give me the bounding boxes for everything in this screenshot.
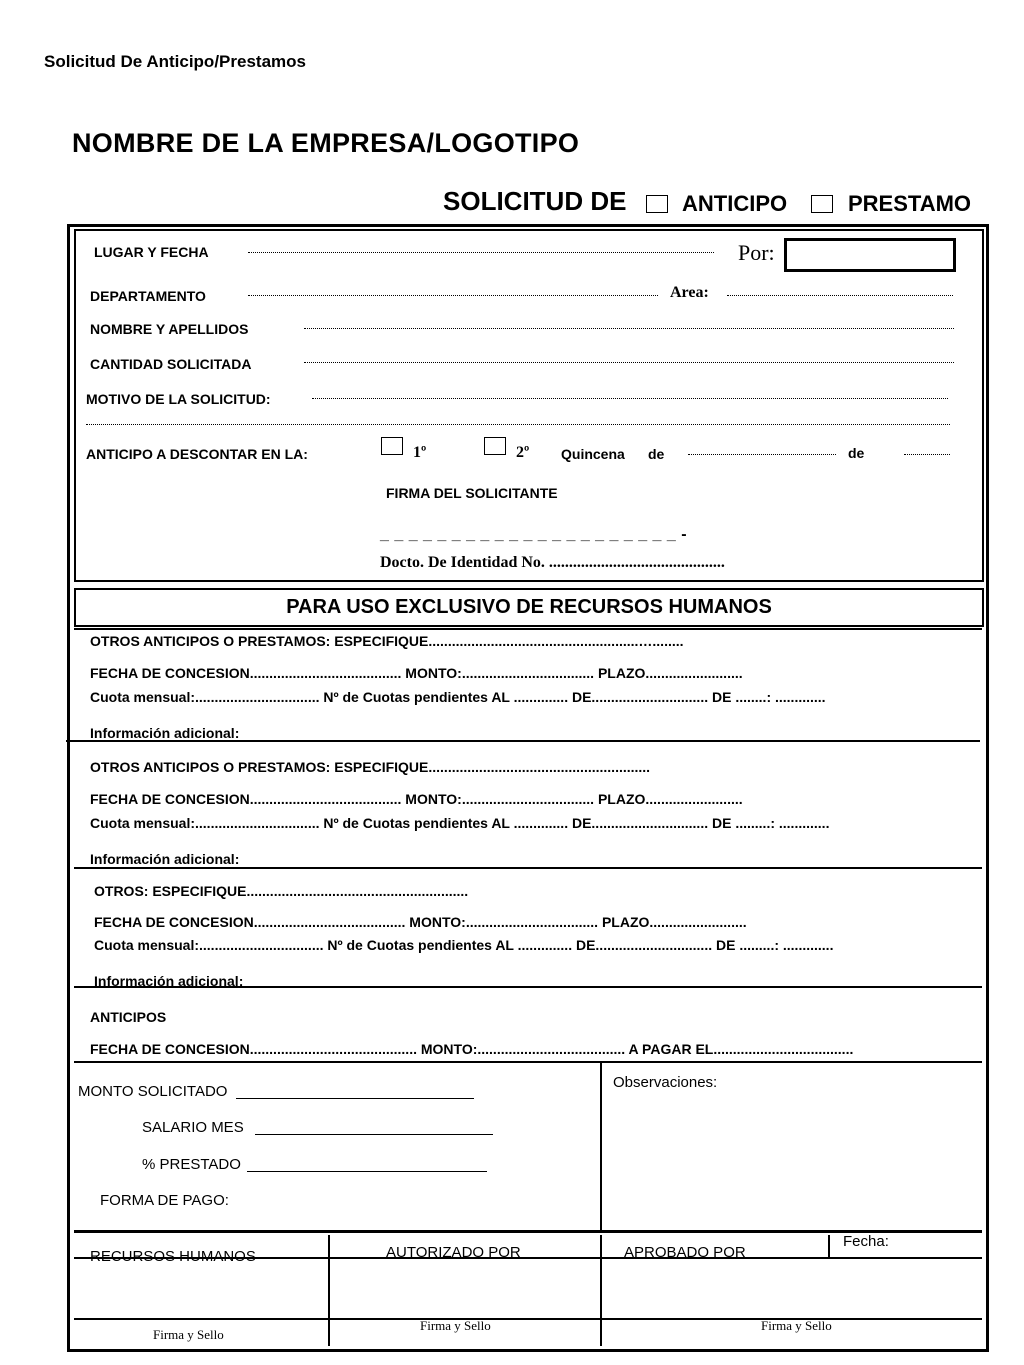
lugar-fecha-label: LUGAR Y FECHA <box>94 244 209 260</box>
anticipos-fecha: FECHA DE CONCESION........................................... MONTO:...................................... A PAGAR EL.................................... <box>90 1041 854 1057</box>
segunda-quincena-label: 2º <box>516 444 530 461</box>
aprobado-por-label: APROBADO POR <box>624 1244 746 1261</box>
firma-sello-label: Firma y Sello <box>761 1318 832 1333</box>
firma-solicitante-line[interactable]: _ _ _ _ _ _ _ _ _ _ _ _ _ _ _ _ _ _ _ _ _ - <box>380 526 688 543</box>
aprobado-signature-field[interactable] <box>604 1262 978 1316</box>
anio-field[interactable] <box>904 454 950 455</box>
cantidad-field[interactable] <box>304 362 954 363</box>
salario-mes-label: SALARIO MES <box>142 1119 244 1136</box>
porcentaje-prestado-label: % PRESTADO <box>142 1156 241 1173</box>
block1-title: OTROS ANTICIPOS O PRESTAMOS: ESPECIFIQUE......................................................…........ <box>90 633 684 649</box>
autorizado-por-label: AUTORIZADO POR <box>386 1244 521 1261</box>
firma-sello-label: Firma y Sello <box>420 1318 491 1333</box>
primera-quincena-label: 1º <box>413 444 427 461</box>
block2-cuota: Cuota mensual:................................ Nº de Cuotas pendientes AL .............. DE.............................. DE .........: ............. <box>90 815 830 831</box>
divider <box>74 628 982 630</box>
divider <box>828 1235 830 1257</box>
cantidad-label: CANTIDAD SOLICITADA <box>90 356 252 372</box>
prestamo-checkbox[interactable] <box>811 195 833 213</box>
monto-solicitado-label: MONTO SOLICITADO <box>78 1083 228 1100</box>
firma-sello-label: Firma y Sello <box>153 1327 224 1342</box>
area-field[interactable] <box>727 295 953 296</box>
hr-header: PARA USO EXCLUSIVO DE RECURSOS HUMANOS <box>286 596 772 618</box>
por-label: Por: <box>738 240 775 265</box>
de-label-2: de <box>848 445 865 461</box>
primera-quincena-checkbox[interactable] <box>381 437 403 455</box>
monto-solicitado-field[interactable] <box>236 1098 474 1099</box>
divider <box>74 986 982 988</box>
motivo-label: MOTIVO DE LA SOLICITUD: <box>86 391 271 407</box>
block2-info: Información adicional: <box>90 851 240 867</box>
company-name: NOMBRE DE LA EMPRESA/LOGOTIPO <box>72 128 580 158</box>
block2-title: OTROS ANTICIPOS O PRESTAMOS: ESPECIFIQUE......................................................... <box>90 759 651 775</box>
porcentaje-prestado-field[interactable] <box>247 1171 487 1172</box>
observaciones-field[interactable] <box>602 1092 978 1228</box>
block3-cuota: Cuota mensual:................................ Nº de Cuotas pendientes AL .............. DE.............................. DE .........: ............. <box>94 937 834 953</box>
prestamo-option-label: PRESTAMO <box>848 191 972 216</box>
departamento-label: DEPARTAMENTO <box>90 288 206 304</box>
divider <box>74 1061 982 1063</box>
anticipos-title: ANTICIPOS <box>90 1009 167 1025</box>
divider <box>600 1235 602 1346</box>
nombre-label: NOMBRE Y APELLIDOS <box>90 321 249 337</box>
divider <box>74 867 982 869</box>
departamento-field[interactable] <box>248 295 658 296</box>
fecha-label: Fecha: <box>843 1233 889 1250</box>
divider <box>66 740 980 742</box>
docto-identidad-field[interactable]: Docto. De Identidad No. ............................................ <box>380 554 725 571</box>
block2-fecha: FECHA DE CONCESION....................................... MONTO:.................................. PLAZO......................... <box>90 791 743 807</box>
block3-info: Información adicional: <box>94 973 244 989</box>
segunda-quincena-checkbox[interactable] <box>484 437 506 455</box>
document-title: Solicitud De Anticipo/Prestamos <box>44 52 306 71</box>
recursos-humanos-label: RECURSOS HUMANOS <box>90 1248 256 1265</box>
motivo-field-line2[interactable] <box>86 424 950 425</box>
divider <box>74 1318 982 1320</box>
anticipo-checkbox[interactable] <box>646 195 668 213</box>
lugar-fecha-field[interactable] <box>248 252 714 253</box>
nombre-field[interactable] <box>304 328 954 329</box>
request-type-label: SOLICITUD DE <box>443 186 627 216</box>
descontar-label: ANTICIPO A DESCONTAR EN LA: <box>86 446 308 462</box>
divider <box>328 1235 330 1346</box>
autorizado-signature-field[interactable] <box>332 1262 596 1316</box>
anticipo-option-label: ANTICIPO <box>682 191 788 216</box>
recursos-humanos-signature-field[interactable] <box>78 1262 324 1316</box>
block1-info: Información adicional: <box>90 725 240 741</box>
block1-fecha: FECHA DE CONCESION....................................... MONTO:.................................. PLAZO......................... <box>90 665 743 681</box>
area-label: Area: <box>670 284 709 301</box>
de-label-1: de <box>648 446 665 462</box>
motivo-field[interactable] <box>312 398 948 399</box>
observaciones-label: Observaciones: <box>613 1074 718 1091</box>
salario-mes-field[interactable] <box>255 1134 493 1135</box>
block3-title: OTROS: ESPECIFIQUE......................................................... <box>94 883 469 899</box>
quincena-label: Quincena <box>561 446 625 462</box>
mes-field[interactable] <box>688 454 836 455</box>
block1-cuota: Cuota mensual:................................ Nº de Cuotas pendientes AL .............. DE.............................. DE ........: ............. <box>90 689 826 705</box>
block3-fecha: FECHA DE CONCESION....................................... MONTO:.................................. PLAZO......................... <box>94 914 747 930</box>
firma-solicitante-label: FIRMA DEL SOLICITANTE <box>386 485 558 501</box>
forma-pago-label: FORMA DE PAGO: <box>100 1192 229 1209</box>
por-field[interactable] <box>784 238 956 272</box>
